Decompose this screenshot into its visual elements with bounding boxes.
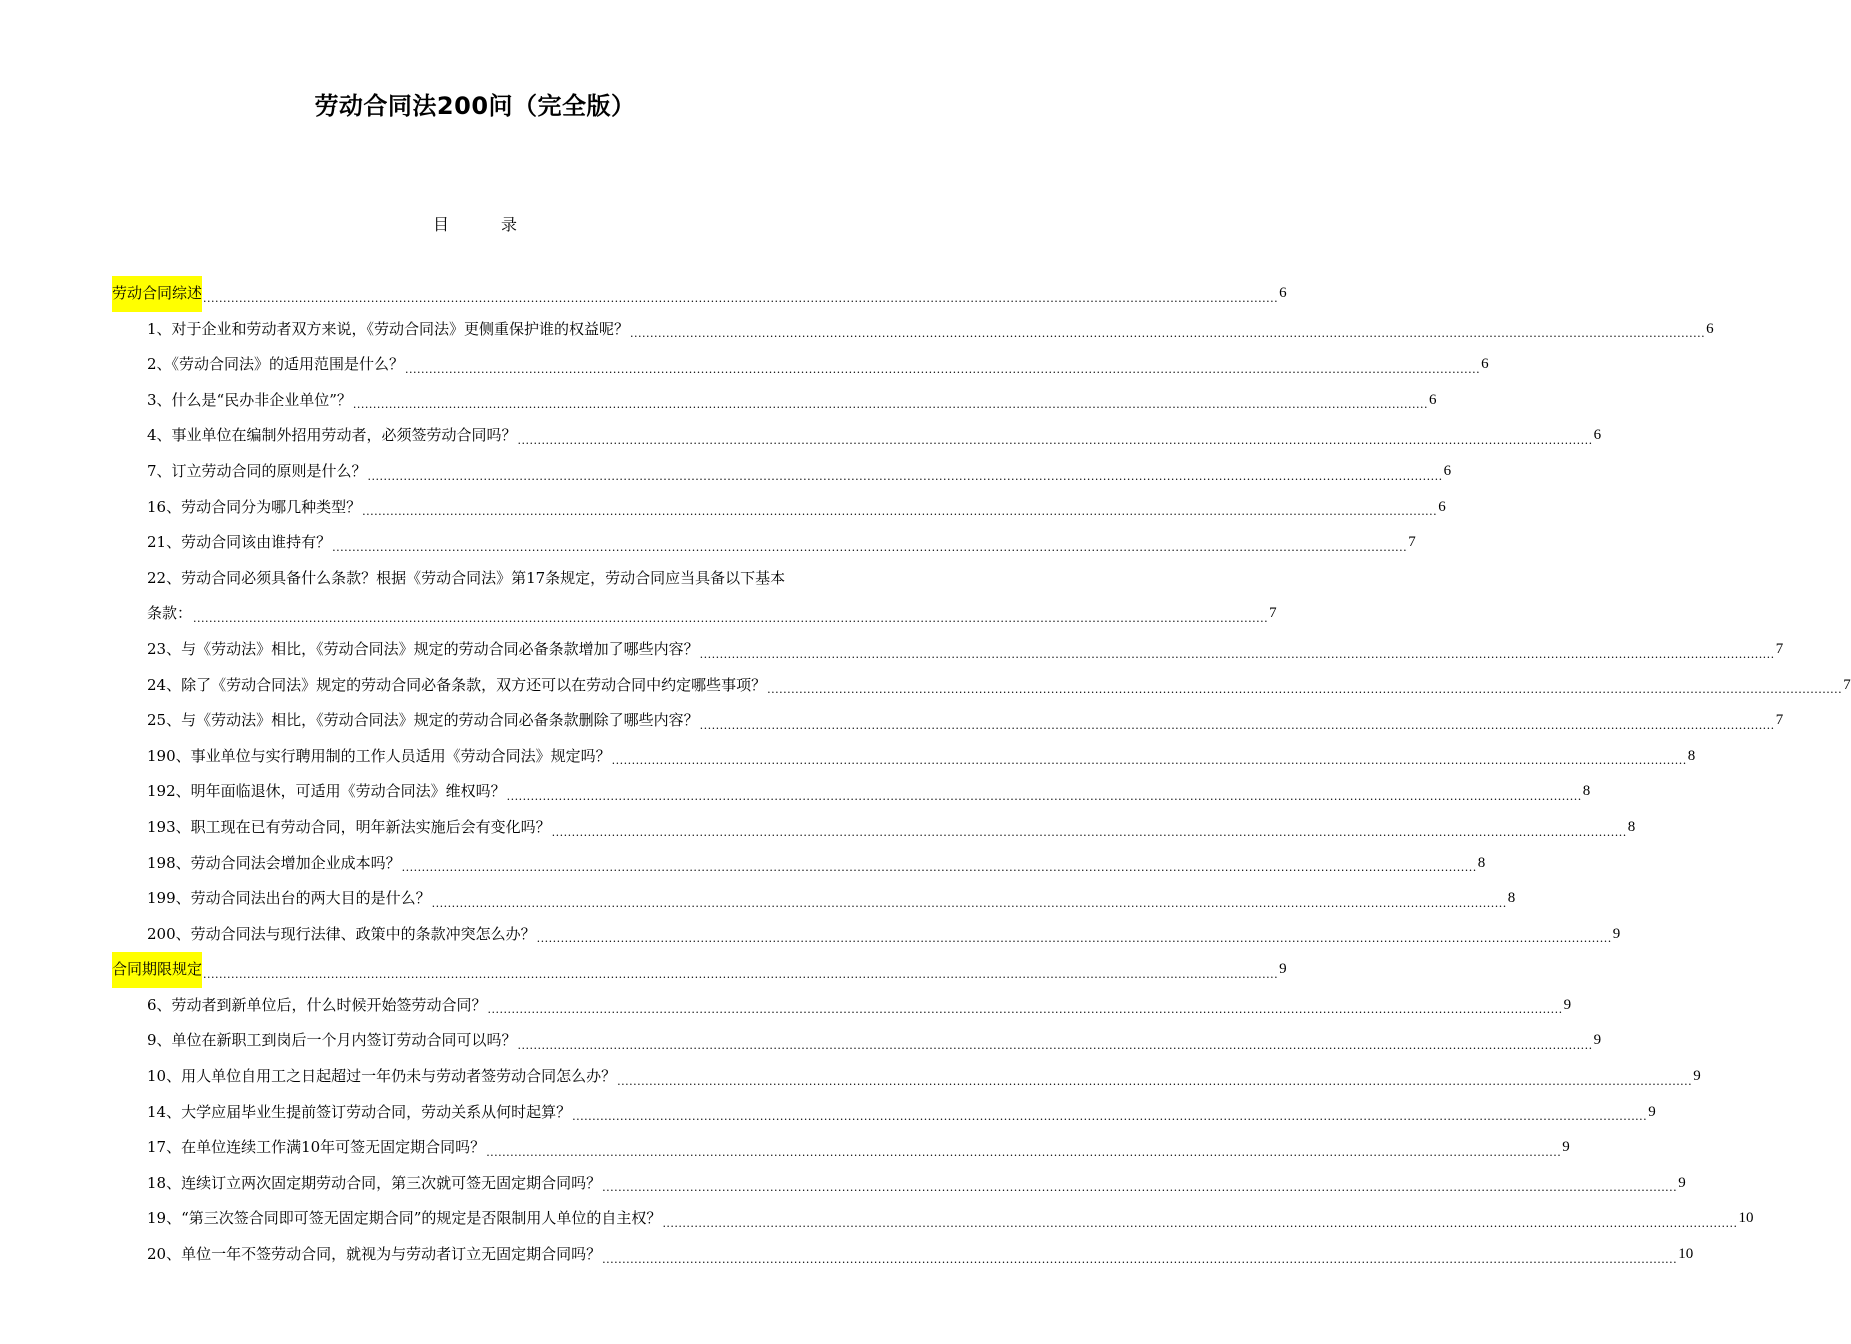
entry-text: 10、用人单位自用工之日起超过一年仍未与劳动者签劳动合同怎么办？	[147, 1067, 617, 1086]
leader-dots: .............................................................................................................................................................................................................................................................................	[362, 505, 1438, 519]
page-number: 8	[1477, 854, 1486, 871]
page-number: 8	[1687, 747, 1696, 764]
page-number: 6	[1428, 391, 1437, 408]
table-of-contents	[112, 276, 1851, 1273]
toc-entry[interactable]	[112, 418, 1602, 454]
page-number: 7	[1775, 640, 1784, 657]
document-title: 劳动合同法200问（完全版）	[314, 92, 636, 120]
toc-entry[interactable]	[112, 917, 1621, 953]
entry-text: 199、劳动合同法出台的两大目的是什么？	[147, 889, 431, 908]
page-number: 6	[1706, 320, 1714, 337]
entry-text: 7、订立劳动合同的原则是什么？	[147, 461, 367, 480]
section-title: 合同期限规定	[112, 952, 202, 988]
leader-dots: .............................................................................................................................................................................................................................................................................	[551, 825, 1627, 839]
entry-text: 3、什么是“民办非企业单位”？	[147, 390, 352, 409]
entry-text: 192、明年面临退休，可适用《劳动合同法》维权吗？	[147, 782, 506, 801]
page-number: 9	[1593, 1032, 1602, 1049]
toc-heading-right: 录	[501, 215, 518, 234]
page-number: 6	[1593, 427, 1602, 444]
entry-text: 190、事业单位与实行聘用制的工作人员适用《劳动合同法》规定吗？	[147, 746, 611, 765]
page-number: 7	[1408, 534, 1416, 551]
toc-entry[interactable]	[112, 383, 1437, 419]
entry-text: 24、除了《劳动合同法》规定的劳动合同必备条款，双方还可以在劳动合同中约定哪些事项？	[147, 675, 767, 694]
page-number: 7	[1269, 605, 1277, 622]
leader-dots: .............................................................................................................................................................................................................................................................................	[431, 896, 1507, 910]
leader-dots: .............................................................................................................................................................................................................................................................................	[536, 932, 1612, 946]
section-title: 劳动合同综述	[112, 276, 202, 312]
toc-entry[interactable]	[112, 347, 1489, 383]
page-number: 6	[1443, 462, 1452, 479]
leader-dots: .............................................................................................................................................................................................................................................................................	[401, 861, 1477, 875]
page-number: 10	[1678, 1246, 1694, 1263]
leader-dots: .............................................................................................................................................................................................................................................................................	[699, 647, 1775, 661]
page-number: 9	[1562, 1139, 1570, 1156]
entry-text: 21、劳动合同该由谁持有？	[147, 533, 332, 552]
toc-entry[interactable]	[112, 774, 1591, 810]
toc-entry[interactable]	[112, 525, 1416, 561]
toc-entry[interactable]	[112, 312, 1714, 348]
entry-text: 20、单位一年不签劳动合同，就视为与劳动者订立无固定期合同吗？	[147, 1245, 602, 1264]
entry-text: 18、连续订立两次固定期劳动合同，第三次就可签无固定期合同吗？	[147, 1173, 602, 1192]
entry-text: 25、与《劳动法》相比，《劳动合同法》规定的劳动合同必备条款删除了哪些内容？	[147, 711, 699, 730]
toc-entry[interactable]	[112, 668, 1851, 704]
leader-dots: .............................................................................................................................................................................................................................................................................	[630, 327, 1706, 341]
entry-text: 14、大学应届毕业生提前签订劳动合同，劳动关系从何时起算？	[147, 1102, 572, 1121]
toc-entry[interactable]	[112, 490, 1446, 526]
page-number: 9	[1693, 1068, 1701, 1085]
toc-entry[interactable]	[112, 1023, 1602, 1059]
page-number: 6	[1279, 285, 1287, 301]
leader-dots: .............................................................................................................................................................................................................................................................................	[699, 718, 1775, 732]
toc-entry[interactable]	[112, 988, 1572, 1024]
entry-text: 193、职工现在已有劳动合同，明年新法实施后会有变化吗？	[147, 817, 551, 836]
toc-section-heading[interactable]	[112, 276, 1287, 312]
leader-dots: .............................................................................................................................................................................................................................................................................	[203, 291, 1279, 305]
leader-dots: .............................................................................................................................................................................................................................................................................	[506, 789, 1582, 803]
page-number: 8	[1582, 783, 1591, 800]
entry-text: 198、劳动合同法会增加企业成本吗？	[147, 853, 401, 872]
entry-text: 9、单位在新职工到岗后一个月内签订劳动合同可以吗？	[147, 1031, 517, 1050]
leader-dots: .............................................................................................................................................................................................................................................................................	[203, 967, 1279, 981]
leader-dots: .............................................................................................................................................................................................................................................................................	[767, 683, 1843, 697]
toc-entry[interactable]	[112, 810, 1636, 846]
leader-dots: .............................................................................................................................................................................................................................................................................	[352, 398, 1428, 412]
entry-text: 23、与《劳动法》相比，《劳动合同法》规定的劳动合同必备条款增加了哪些内容？	[147, 639, 699, 658]
leader-dots: .............................................................................................................................................................................................................................................................................	[517, 1039, 1593, 1053]
toc-entry[interactable]	[112, 1237, 1694, 1273]
toc-entry[interactable]	[112, 632, 1784, 668]
page-number: 9	[1612, 925, 1621, 942]
leader-dots: .............................................................................................................................................................................................................................................................................	[617, 1074, 1693, 1088]
page-number: 9	[1678, 1174, 1686, 1191]
leader-dots: .............................................................................................................................................................................................................................................................................	[367, 469, 1443, 483]
leader-dots: .............................................................................................................................................................................................................................................................................	[405, 362, 1481, 376]
entry-text: 1、对于企业和劳动者双方来说，《劳动合同法》更侧重保护谁的权益呢？	[147, 319, 630, 338]
page-number: 7	[1843, 676, 1851, 693]
entry-text: 2、《劳动合同法》的适用范围是什么？	[147, 355, 405, 374]
page-number: 7	[1775, 712, 1784, 729]
page-number: 9	[1563, 996, 1572, 1013]
toc-entry[interactable]	[112, 1201, 1754, 1237]
leader-dots: .............................................................................................................................................................................................................................................................................	[572, 1110, 1648, 1124]
entry-text: 19、“第三次签合同即可签无固定期合同”的规定是否限制用人单位的自主权？	[147, 1209, 662, 1228]
toc-entry-wrapped-line[interactable]	[112, 561, 892, 597]
toc-entry[interactable]	[112, 703, 1784, 739]
entry-text-continuation: 条款：	[147, 604, 193, 623]
leader-dots: .............................................................................................................................................................................................................................................................................	[602, 1181, 1678, 1195]
leader-dots: .............................................................................................................................................................................................................................................................................	[602, 1252, 1678, 1266]
page-number: 6	[1438, 498, 1446, 515]
entry-text: 22、劳动合同必须具备什么条款？根据《劳动合同法》第17条规定，劳动合同应当具备以下基本	[147, 568, 786, 587]
page-number: 6	[1481, 356, 1489, 373]
page-number: 8	[1627, 818, 1636, 835]
toc-entry[interactable]	[112, 1095, 1656, 1131]
leader-dots: .............................................................................................................................................................................................................................................................................	[332, 540, 1408, 554]
entry-text: 17、在单位连续工作满10年可签无固定期合同吗？	[147, 1138, 486, 1157]
entry-text: 200、劳动合同法与现行法律、政策中的条款冲突怎么办？	[147, 924, 536, 943]
entry-text: 6、劳动者到新单位后，什么时候开始签劳动合同？	[147, 995, 487, 1014]
leader-dots: .............................................................................................................................................................................................................................................................................	[517, 433, 1593, 447]
toc-entry[interactable]	[112, 739, 1696, 775]
toc-entry[interactable]	[112, 881, 1516, 917]
toc-entry[interactable]	[112, 1166, 1686, 1202]
toc-entry[interactable]	[112, 1059, 1701, 1095]
toc-entry[interactable]	[112, 454, 1452, 490]
leader-dots: .............................................................................................................................................................................................................................................................................	[662, 1217, 1738, 1231]
toc-entry[interactable]	[112, 1130, 1570, 1166]
toc-heading	[0, 212, 950, 235]
entry-text: 16、劳动合同分为哪几种类型？	[147, 497, 362, 516]
toc-section-heading[interactable]	[112, 952, 1287, 988]
leader-dots: .............................................................................................................................................................................................................................................................................	[193, 611, 1269, 625]
toc-entry-continuation[interactable]	[112, 596, 1277, 632]
entry-text: 4、事业单位在编制外招用劳动者，必须签劳动合同吗？	[147, 426, 517, 445]
leader-dots: .............................................................................................................................................................................................................................................................................	[487, 1003, 1563, 1017]
leader-dots: .............................................................................................................................................................................................................................................................................	[611, 754, 1687, 768]
leader-dots: .............................................................................................................................................................................................................................................................................	[486, 1145, 1562, 1159]
page-number: 9	[1648, 1103, 1656, 1120]
toc-entry[interactable]	[112, 846, 1486, 882]
page-number: 10	[1738, 1210, 1754, 1227]
toc-heading-left: 目	[432, 215, 449, 234]
page-number: 9	[1279, 961, 1287, 978]
page-number: 8	[1507, 890, 1516, 907]
